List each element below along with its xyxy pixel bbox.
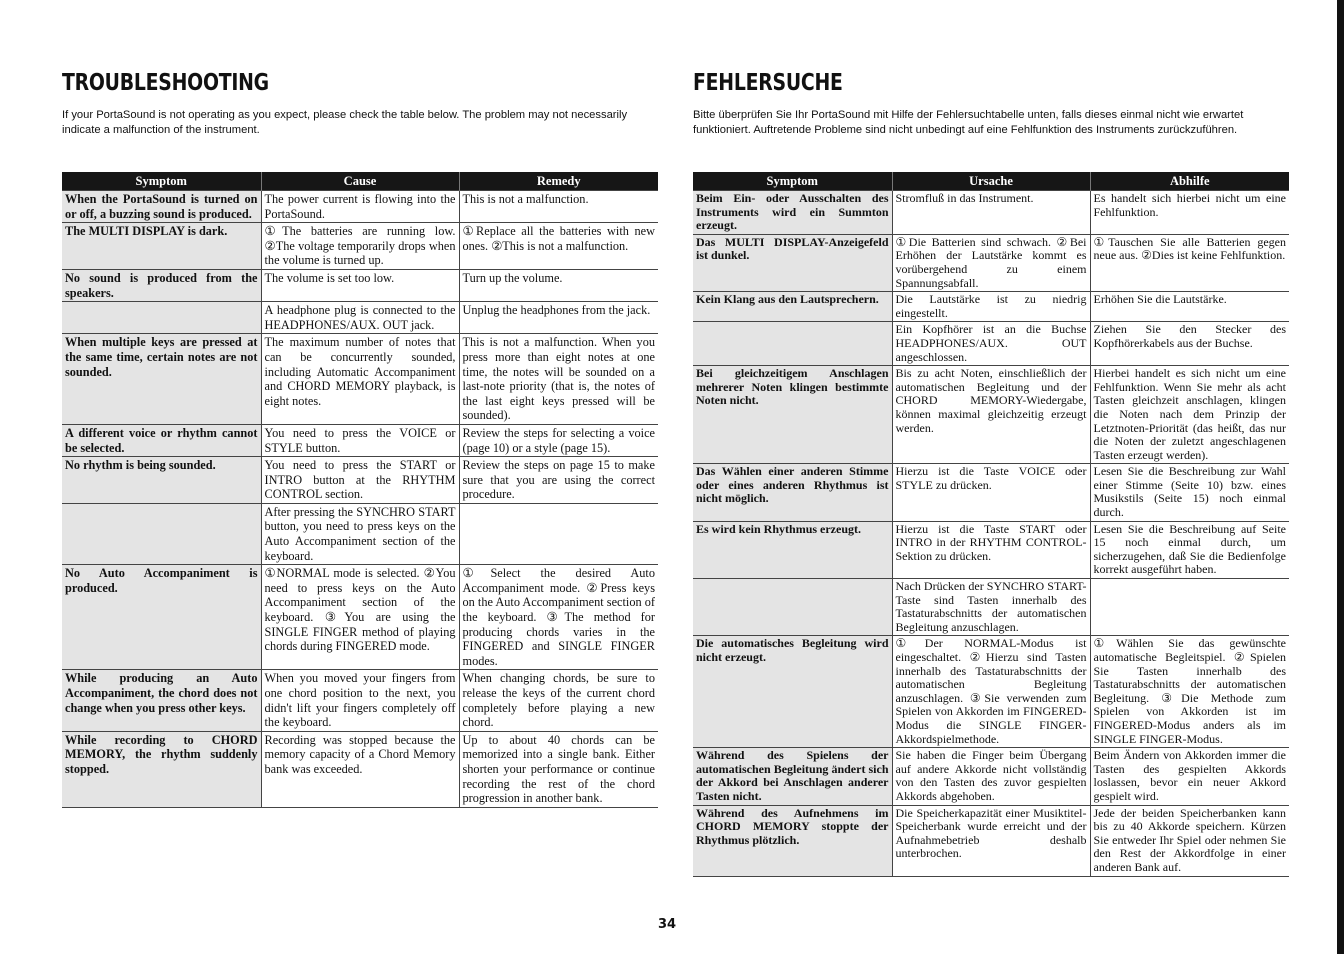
table-row [62, 302, 658, 334]
symptom-cell: A different voice or rhythm cannot be selected. [62, 424, 261, 456]
cause-cell: Recording was stopped because the memory capacity of a Chord Memory bank was exceeded. [261, 731, 459, 807]
remedy-cell: Ziehen Sie den Stecker des Kopfhörerkabels aus der Buchse. [1090, 322, 1289, 366]
remedy-cell: Erhöhen Sie die Lautstärke. [1090, 292, 1289, 322]
header-cause: Cause [261, 172, 459, 191]
header-remedy: Remedy [459, 172, 658, 191]
remedy-cell: This is not a malfunction. When you press more than eight notes at one time, the notes will be sounded on a last-note priority (that is, the notes of the last eight keys pressed will be sounded). [459, 334, 658, 425]
table-row [693, 191, 1289, 235]
remedy-cell: Hierbei handelt es sich nicht um eine Fehlfunktion. Wenn Sie mehr als acht Tasten gleichzeit anschlagen, klingen die Noten nach dem Prinzip der Letztnoten-Priorität (das heißt, das nur die Noten der zuletzt angeschlagenen Tasten erzeugt werden). [1090, 366, 1289, 464]
symptom-cell: Bei gleichzeitigem Anschlagen mehrerer Noten klingen bestimmte Noten nicht. [693, 366, 892, 464]
symptom-cell: While producing an Auto Accompaniment, the chord does not change when you press other keys. [62, 670, 261, 731]
table-row [62, 334, 658, 425]
intro-text: Bitte überprüfen Sie Ihr PortaSound mit Hilfe der Fehlersuchtabelle unten, falls dieses einmal nicht wie erwartet funktioniert. Auftretende Probleme sind nicht unbedingt auf eine Fehlfunktion des Instruments zurückzuführen. [693, 109, 1244, 136]
cause-cell: After pressing the SYNCHRO START button, you need to press keys on the Auto Accompaniment section of the keyboard. [261, 503, 459, 564]
table-header-row [693, 172, 1289, 191]
symptom-cell: Während des Aufnehmens im CHORD MEMORY stoppte der Rhythmus plötzlich. [693, 805, 892, 876]
remedy-cell: ①Tauschen Sie alle Batterien gegen neue aus. ②Dies ist keine Fehlfunktion. [1090, 234, 1289, 291]
symptom-cell: No sound is produced from the speakers. [62, 269, 261, 301]
header-cause: Ursache [892, 172, 1090, 191]
symptom-cell: Beim Ein- oder Ausschalten des Instruments wird ein Summton erzeugt. [693, 191, 892, 235]
table-row [693, 636, 1289, 748]
table-row [62, 223, 658, 270]
table-row [62, 565, 658, 670]
table-header-row [62, 172, 658, 191]
cause-cell: When you moved your fingers from one chord position to the next, you didn't lift your fingers completely off the keyboard. [261, 670, 459, 731]
remedy-cell: Jede der beiden Speicherbanken kann bis zu 40 Akkorde speichern. Kürzen Sie entweder Ihr Spiel oder nehmen Sie den Rest der Akkordfolge in einer anderen Bank auf. [1090, 805, 1289, 876]
symptom-cell: When multiple keys are pressed at the same time, certain notes are not sounded. [62, 334, 261, 425]
symptom-cell: When the PortaSound is turned on or off, a buzzing sound is produced. [62, 191, 261, 223]
remedy-cell: ①Replace all the batteries with new ones. ②This is not a malfunction. [459, 223, 658, 270]
table-row [62, 191, 658, 223]
remedy-cell: Turn up the volume. [459, 269, 658, 301]
cause-cell: A headphone plug is connected to the HEADPHONES/AUX. OUT jack. [261, 302, 459, 334]
remedy-cell: When changing chords, be sure to release the keys of the current chord completely before playing a new chord. [459, 670, 658, 731]
remedy-cell: Up to about 40 chords can be memorized into a single bank. Either shorten your performance or continue recording the rest of the chord progression in another bank. [459, 731, 658, 807]
remedy-cell: Unplug the headphones from the jack. [459, 302, 658, 334]
symptom-cell [62, 302, 261, 334]
table-row [62, 670, 658, 731]
remedy-cell: Lesen Sie die Beschreibung auf Seite 15 noch einmal durch, um sicherzugehen, daß Sie die Bedienfolge korrekt ausgeführt haben. [1090, 521, 1289, 578]
table-row [693, 805, 1289, 876]
table-row [62, 457, 658, 504]
table-row [693, 464, 1289, 521]
cause-cell: Die Lautstärke ist zu niedrig eingestellt. [892, 292, 1090, 322]
remedy-cell: This is not a malfunction. [459, 191, 658, 223]
symptom-cell: Kein Klang aus den Lautsprechern. [693, 292, 892, 322]
remedy-cell [1090, 579, 1289, 636]
cause-cell: Stromfluß in das Instrument. [892, 191, 1090, 235]
page-edge-bar [1337, 0, 1344, 954]
cause-cell: The power current is flowing into the PortaSound. [261, 191, 459, 223]
header-symptom: Symptom [62, 172, 261, 191]
cause-cell: ①Der NORMAL-Modus ist eingeschaltet. ②Hierzu sind Tasten innerhalb des Tastaturabschnitts der automatischen Begleitung anzuschlagen. ③Sie verwenden zum Spielen von Akkorden im FINGERED-Modus die SINGLE FINGER-Akkordspielmethode. [892, 636, 1090, 748]
page-number: 34 [658, 917, 677, 932]
symptom-cell: The MULTI DISPLAY is dark. [62, 223, 261, 270]
cause-cell: Nach Drücken der SYNCHRO START-Taste sind Tasten innerhalb des Tastaturabschnitts der automatischen Begleitung anzuschlagen. [892, 579, 1090, 636]
table-row [62, 503, 658, 564]
symptom-cell [62, 503, 261, 564]
symptom-cell: While recording to CHORD MEMORY, the rhythm suddenly stopped. [62, 731, 261, 807]
cause-cell: Die Speicherkapazität einer Musiktitel-Speicherbank wurde erreicht und der Aufnahmebetrieb deshalb unterbrochen. [892, 805, 1090, 876]
cause-cell: Hierzu ist die Taste START oder INTRO in der RHYTHM CONTROL-Sektion zu drücken. [892, 521, 1090, 578]
cause-cell: Hierzu ist die Taste VOICE oder STYLE zu drücken. [892, 464, 1090, 521]
table-row [693, 579, 1289, 636]
remedy-cell: Beim Ändern von Akkorden immer die Tasten des gespielten Akkords loslassen, bevor ein neuer Akkord gespielt wird. [1090, 748, 1289, 805]
cause-cell: Ein Kopfhörer ist an die Buchse HEADPHONES/AUX. OUT angeschlossen. [892, 322, 1090, 366]
remedy-cell [459, 503, 658, 564]
table-row [62, 269, 658, 301]
table-row [693, 521, 1289, 578]
symptom-cell: Das Wählen einer anderen Stimme oder eines anderen Rhythmus ist nicht möglich. [693, 464, 892, 521]
remedy-cell: Review the steps for selecting a voice (page 10) or a style (page 15). [459, 424, 658, 456]
cause-cell: ①NORMAL mode is selected. ②You need to press keys on the Auto Accompaniment section of the keyboard. ③You are using the SINGLE FINGER method of playing chords during FINGERED mode. [261, 565, 459, 670]
symptom-cell [693, 322, 892, 366]
table-row [693, 292, 1289, 322]
table-row [693, 322, 1289, 366]
table-row [693, 366, 1289, 464]
table-row [62, 424, 658, 456]
section-title: TROUBLESHOOTING [62, 70, 269, 96]
symptom-cell: Die automatisches Begleitung wird nicht erzeugt. [693, 636, 892, 748]
cause-cell: You need to press the VOICE or STYLE button. [261, 424, 459, 456]
cause-cell: You need to press the START or INTRO button at the RHYTHM CONTROL section. [261, 457, 459, 504]
cause-cell: The volume is set too low. [261, 269, 459, 301]
symptom-cell: Das MULTI DISPLAY-Anzeigefeld ist dunkel. [693, 234, 892, 291]
table-row [693, 748, 1289, 805]
symptom-cell: No Auto Accompaniment is produced. [62, 565, 261, 670]
symptom-cell [693, 579, 892, 636]
cause-cell: ①Die Batterien sind schwach. ②Bei Erhöhen der Lautstärke kommt es vorübergehend zu einem Spannungsabfall. [892, 234, 1090, 291]
cause-cell: ①The batteries are running low. ②The voltage temporarily drops when the volume is turned up. [261, 223, 459, 270]
cause-cell: The maximum number of notes that can be concurrently sounded, including Automatic Accompaniment and CHORD MEMORY playback, is eight notes. [261, 334, 459, 425]
remedy-cell: Review the steps on page 15 to make sure that you are using the correct procedure. [459, 457, 658, 504]
troubleshooting-table [693, 172, 1289, 877]
cause-cell: Sie haben die Finger beim Übergang auf andere Akkorde nicht vollständig von den Tasten des zuvor gespielten Akkords abgehoben. [892, 748, 1090, 805]
section-title: FEHLERSUCHE [693, 70, 843, 96]
troubleshooting-table [62, 172, 658, 808]
remedy-cell: ①Select the desired Auto Accompaniment mode. ②Press keys on the Auto Accompaniment section of the keyboard. ③The method for producing chords varies in the FINGERED and SINGLE FINGER modes. [459, 565, 658, 670]
symptom-cell: Während des Spielens der automatischen Begleitung ändert sich der Akkord bei Anschlagen anderer Tasten nicht. [693, 748, 892, 805]
cause-cell: Bis zu acht Noten, einschließlich der automatischen Begleitung und der CHORD MEMORY-Wiedergabe, können maximal gleichzeitig erzeugt werden. [892, 366, 1090, 464]
table-row [62, 731, 658, 807]
symptom-cell: Es wird kein Rhythmus erzeugt. [693, 521, 892, 578]
remedy-cell: Es handelt sich hierbei nicht um eine Fehlfunktion. [1090, 191, 1289, 235]
symptom-cell: No rhythm is being sounded. [62, 457, 261, 504]
header-remedy: Abhilfe [1090, 172, 1289, 191]
table-row [693, 234, 1289, 291]
header-symptom: Symptom [693, 172, 892, 191]
remedy-cell: Lesen Sie die Beschreibung zur Wahl einer Stimme (Seite 10) bzw. eines Musikstils (Seite 15) noch einmal durch. [1090, 464, 1289, 521]
intro-text: If your PortaSound is not operating as you expect, please check the table below. The problem may not necessarily indicate a malfunction of the instrument. [62, 109, 628, 136]
remedy-cell: ①Wählen Sie das gewünschte automatische Begleitspiel. ②Spielen Sie Tasten innerhalb des Tastaturabschnitts der automatischen Begleitung. ③Die Methode zum Spielen von Akkorden ist im FINGERED-Modus anders als im SINGLE FINGER-Modus. [1090, 636, 1289, 748]
